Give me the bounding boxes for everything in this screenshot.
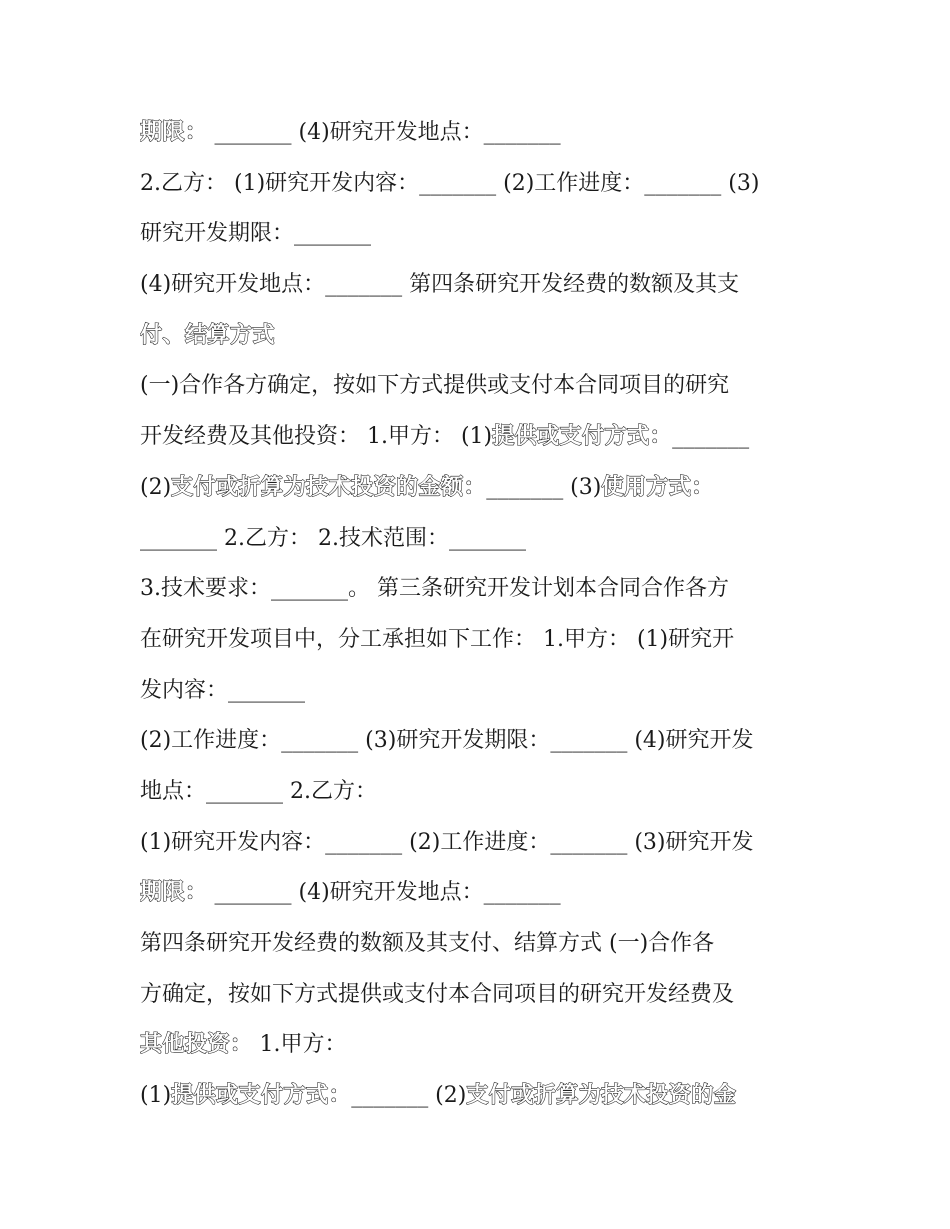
stylized-text-run: 使用方式： — [601, 474, 714, 500]
text-line — [140, 209, 820, 260]
text-run: 研究开发期限：_______ — [140, 221, 372, 247]
text-run: (一)合作各方确定，按如下方式提供或支付本合同项目的研究 — [140, 373, 730, 399]
text-run: _______ 2.乙方： 2.技术范围：_______ — [140, 525, 526, 551]
text-run: 开发经费及其他投资： 1.甲方： (1) — [140, 424, 493, 450]
stylized-text-run: 提供或支付方式： — [492, 424, 673, 450]
text-line — [140, 1020, 820, 1071]
document-body — [140, 108, 820, 1122]
text-line — [140, 615, 820, 666]
text-line — [140, 868, 820, 919]
text-line — [140, 767, 820, 818]
text-line — [140, 412, 820, 463]
text-run: _______ (3) — [486, 474, 602, 500]
text-run: 发内容：_______ — [140, 677, 306, 703]
text-run: (1) — [140, 1083, 172, 1109]
text-line — [140, 463, 820, 514]
text-run: 地点：_______ 2.乙方： — [140, 778, 377, 804]
text-line — [140, 970, 820, 1021]
stylized-text-run: 期限： — [140, 120, 208, 145]
text-run: _______ (4)研究开发地点：_______ — [207, 120, 561, 145]
text-run: 方确定，按如下方式提供或支付本合同项目的研究开发经费及 — [140, 981, 735, 1007]
text-run: 1.甲方： — [252, 1032, 347, 1058]
text-line — [140, 919, 820, 970]
text-run: 在研究开发项目中，分工承担如下工作： 1.甲方： (1)研究开 — [140, 626, 735, 652]
text-run: _______ — [672, 424, 750, 450]
text-run: _______ (2) — [351, 1083, 467, 1109]
text-line — [140, 108, 820, 159]
text-line — [140, 666, 820, 717]
text-run: (1)研究开发内容：_______ (2)工作进度：_______ (3)研究开发 — [140, 829, 754, 855]
text-run: (2) — [140, 474, 172, 500]
text-run: (2)工作进度：_______ (3)研究开发期限：_______ (4)研究开发 — [140, 728, 754, 754]
text-line — [140, 159, 820, 210]
text-line — [140, 361, 820, 412]
text-run: 3.技术要求：_______。 第三条研究开发计划本合同合作各方 — [140, 576, 729, 602]
text-line — [140, 514, 820, 565]
text-line — [140, 564, 820, 615]
text-run: 2.乙方： (1)研究开发内容：_______ (2)工作进度：_______ (3) — [140, 170, 760, 196]
text-line — [140, 311, 820, 362]
stylized-text-run: 提供或支付方式： — [171, 1083, 352, 1109]
text-line — [140, 716, 820, 767]
stylized-text-run: 支付或折算为技术投资的金 — [466, 1083, 737, 1109]
text-line — [140, 1071, 820, 1122]
stylized-text-run: 付、结算方式 — [140, 322, 276, 348]
text-run: _______ (4)研究开发地点：_______ — [207, 880, 561, 906]
text-run: (4)研究开发地点：_______ 第四条研究开发经费的数额及其支 — [140, 272, 740, 298]
stylized-text-run: 其他投资： — [140, 1032, 253, 1058]
text-run: 第四条研究开发经费的数额及其支付、结算方式 (一)合作各 — [140, 931, 715, 956]
stylized-text-run: 支付或折算为技术投资的金额： — [171, 474, 487, 500]
text-line — [140, 818, 820, 869]
text-line — [140, 260, 820, 311]
stylized-text-run: 期限： — [140, 880, 208, 906]
